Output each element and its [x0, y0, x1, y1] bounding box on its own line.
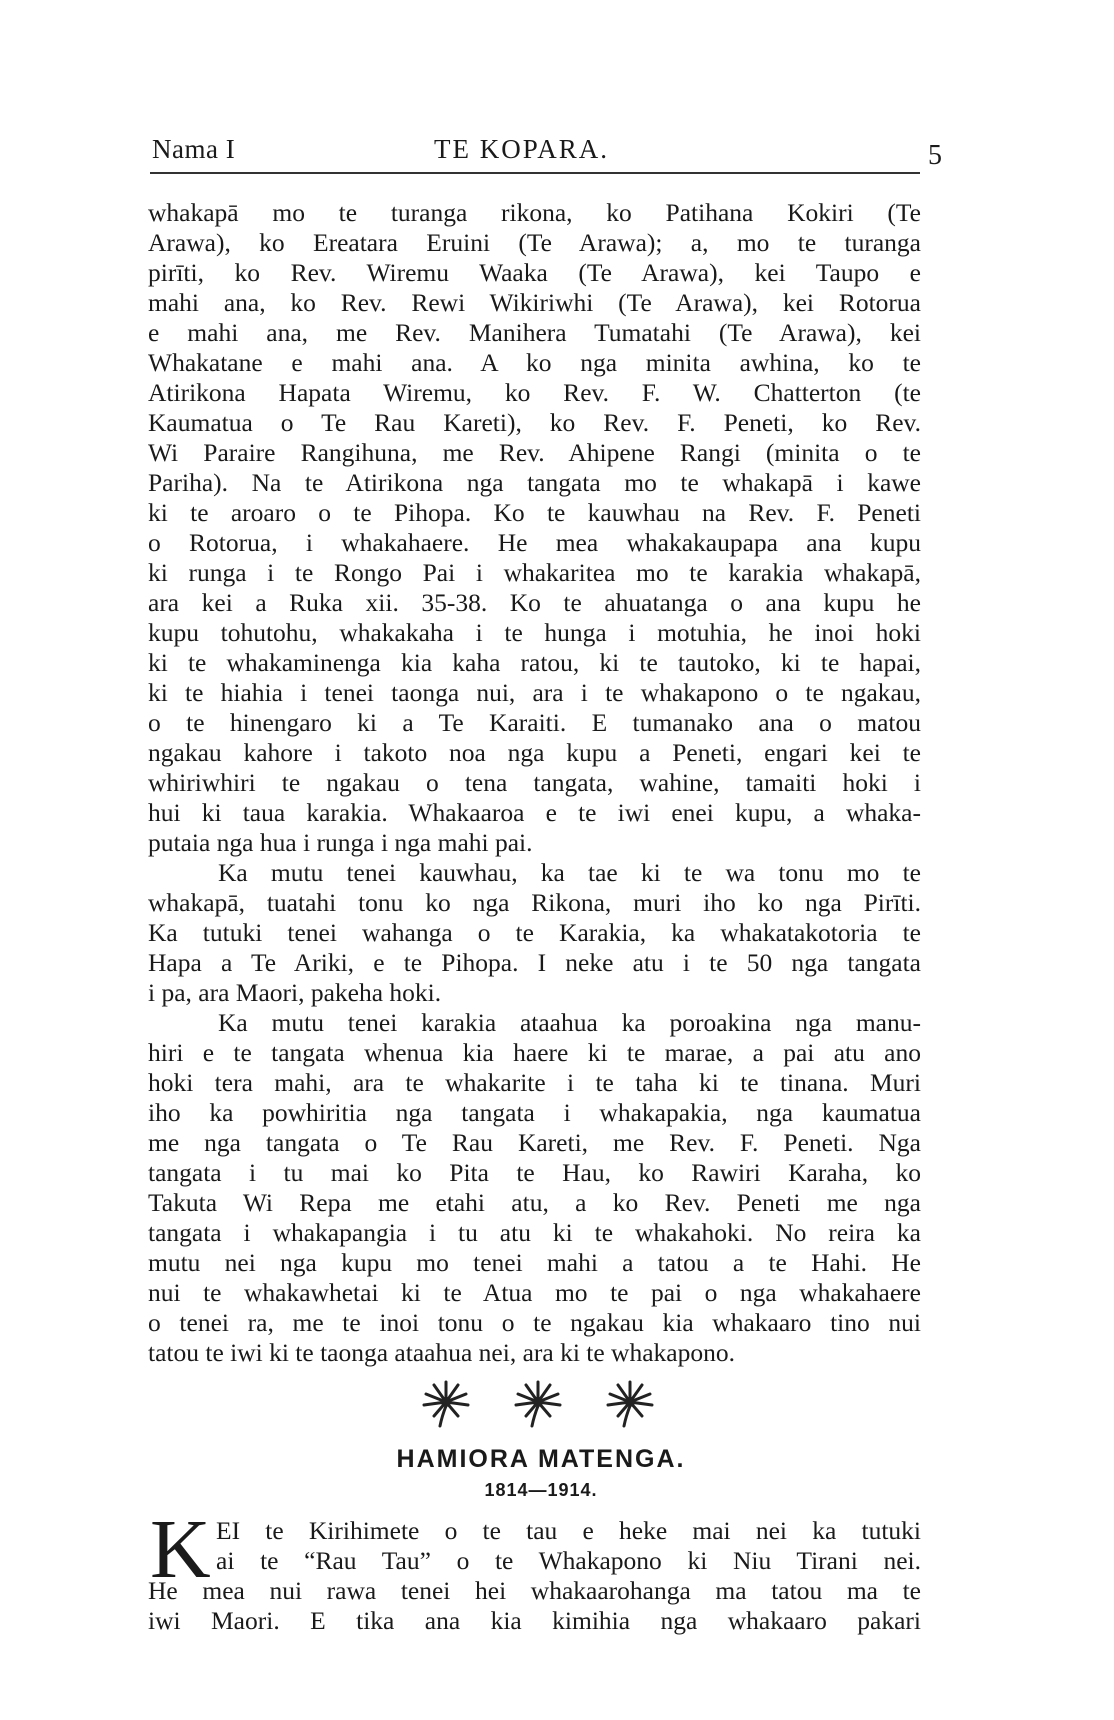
article-title: HAMIORA MATENGA.: [396, 1445, 686, 1473]
body-line: Ka mutu tenei karakia ataahua ka poroakina nga manu-: [218, 1008, 921, 1037]
article-line: EI te Kirihimete o te tau e heke mai nei ka tutuki: [216, 1516, 921, 1545]
flower-ornament-icon: [420, 1378, 472, 1428]
body-line: kupu tohutohu, whakakaha i te hunga i motuhia, he inoi hoki: [148, 618, 921, 647]
body-line: mahi ana, ko Rev. Rewi Wikiriwhi (Te Arawa), kei Rotorua: [148, 288, 921, 317]
article-line: iwi Maori. E tika ana kia kimihia nga whakaaro pakari: [148, 1606, 921, 1635]
body-line: hui ki taua karakia. Whakaaroa e te iwi enei kupu, a whaka-: [148, 798, 921, 827]
body-line: Takuta Wi Repa me etahi atu, a ko Rev. Peneti me nga: [148, 1188, 921, 1217]
body-line: Hapa a Te Ariki, e te Pihopa. I neke atu i te 50 nga tangata: [148, 948, 921, 977]
body-line: Wi Paraire Rangihuna, me Rev. Ahipene Rangi (minita o te: [148, 438, 921, 467]
ornament-row: [420, 1378, 710, 1428]
body-line: Ka tutuki tenei wahanga o te Karakia, ka whakatakotoria te: [148, 918, 921, 947]
body-line: pirīti, ko Rev. Wiremu Waaka (Te Arawa), kei Taupo e: [148, 258, 921, 287]
body-line: ki te aroaro o te Pihopa. Ko te kauwhau na Rev. F. Peneti: [148, 498, 921, 527]
body-line: iho ka powhiritia nga tangata i whakapakia, nga kaumatua: [148, 1098, 921, 1127]
body-line: e mahi ana, me Rev. Manihera Tumatahi (Te Arawa), kei: [148, 318, 921, 347]
flower-ornament-icon: [604, 1378, 656, 1428]
body-line: hiri e te tangata whenua kia haere ki te marae, a pai atu ano: [148, 1038, 921, 1067]
body-line: hoki tera mahi, ara te whakarite i te taha ki te tinana. Muri: [148, 1068, 921, 1097]
body-line: tangata i tu mai ko Pita te Hau, ko Rawiri Karaha, ko: [148, 1158, 921, 1187]
body-line: Atirikona Hapata Wiremu, ko Rev. F. W. Chatterton (te: [148, 378, 921, 407]
article-line: He mea nui rawa tenei hei whakaarohanga ma tatou ma te: [148, 1576, 921, 1605]
article-line: ai te “Rau Tau” o te Whakapono ki Niu Tirani nei.: [216, 1546, 921, 1575]
flower-ornament-icon: [512, 1378, 564, 1428]
body-line: tangata i whakapangia i tu atu ki te whakahoki. No reira ka: [148, 1218, 921, 1247]
body-line: putaia nga hua i runga i nga mahi pai.: [148, 828, 533, 857]
body-line: o tenei ra, me te inoi tonu o te ngakau kia whakaaro tino nui: [148, 1308, 921, 1337]
drop-cap: K: [150, 1503, 211, 1596]
body-line: tatou te iwi ki te taonga ataahua nei, ara ki te whakapono.: [148, 1338, 735, 1367]
body-line: Whakatane e mahi ana. A ko nga minita awhina, ko te: [148, 348, 921, 377]
body-line: i pa, ara Maori, pakeha hoki.: [148, 978, 442, 1007]
body-line: ki te whakaminenga kia kaha ratou, ki te tautoko, ki te hapai,: [148, 648, 921, 677]
body-line: whiriwhiri te ngakau o tena tangata, wahine, tamaiti hoki i: [148, 768, 921, 797]
body-line: ngakau kahore i takoto noa nga kupu a Peneti, engari kei te: [148, 738, 921, 767]
running-head: [150, 134, 942, 174]
body-line: mutu nei nga kupu mo tenei mahi a tatou a te Hahi. He: [148, 1248, 921, 1277]
article-dates: 1814—1914.: [484, 1480, 598, 1500]
header-rule: [150, 172, 920, 174]
body-line: me nga tangata o Te Rau Kareti, me Rev. F. Peneti. Nga: [148, 1128, 921, 1157]
body-line: o te hinengaro ki a Te Karaiti. E tumanako ana o matou: [148, 708, 921, 737]
body-line: Kaumatua o Te Rau Kareti), ko Rev. F. Peneti, ko Rev.: [148, 408, 921, 437]
body-line: ki runga i te Rongo Pai i whakaritea mo te karakia whakapā,: [148, 558, 921, 587]
body-line: whakapā, tuatahi tonu ko nga Rikona, muri iho ko nga Pirīti.: [148, 888, 921, 917]
section-label: Nama I: [152, 134, 236, 164]
body-line: Ka mutu tenei kauwhau, ka tae ki te wa tonu mo te: [218, 858, 921, 887]
body-line: ara kei a Ruka xii. 35-38. Ko te ahuatanga o ana kupu he: [148, 588, 921, 617]
body-line: nui te whakawhetai ki te Atua mo te pai o nga whakahaere: [148, 1278, 921, 1307]
journal-title: TE KOPARA.: [434, 134, 610, 164]
body-line: ki te hiahia i tenei taonga nui, ara i te whakapono o te ngakau,: [148, 678, 921, 707]
page-number: 5: [928, 140, 942, 171]
body-line: whakapā mo te turanga rikona, ko Patihana Kokiri (Te: [148, 198, 921, 227]
body-line: o Rotorua, i whakahaere. He mea whakakaupapa ana kupu: [148, 528, 921, 557]
body-line: Arawa), ko Ereatara Eruini (Te Arawa); a, mo te turanga: [148, 228, 921, 257]
body-line: Pariha). Na te Atirikona nga tangata mo te whakapā i kawe: [148, 468, 921, 497]
